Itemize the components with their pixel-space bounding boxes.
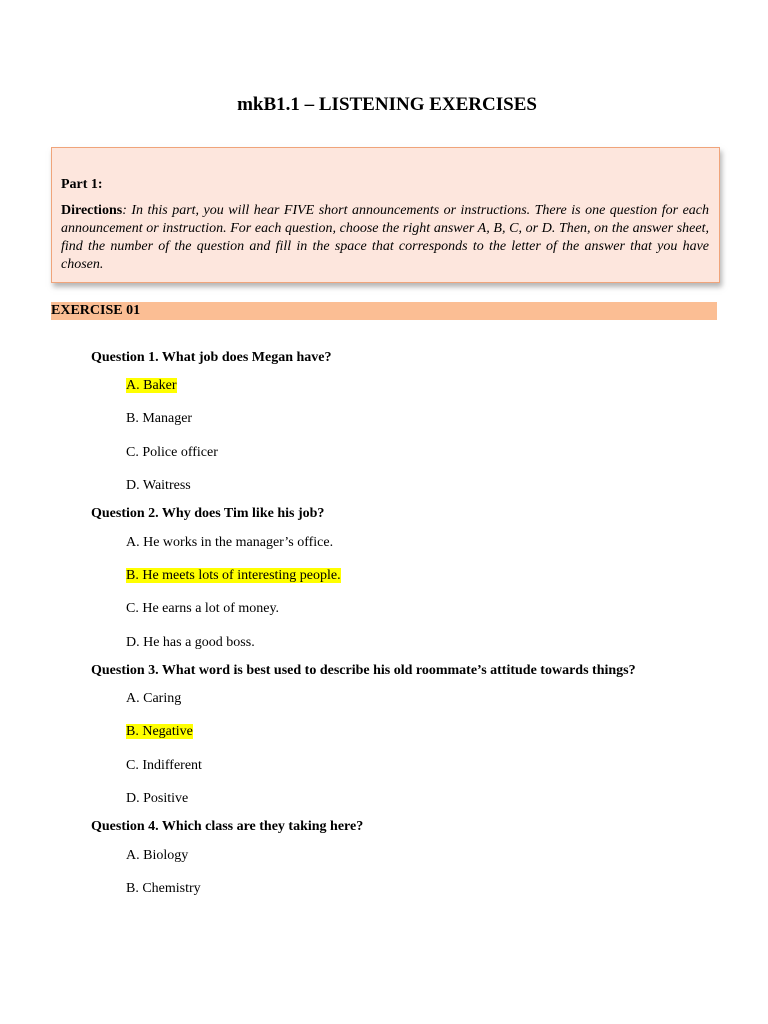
option-label: D. Positive	[126, 791, 189, 806]
question-3-option-d[interactable]	[126, 790, 188, 807]
question-3-option-c[interactable]	[126, 757, 202, 774]
option-label: A. Caring	[126, 691, 182, 706]
part-label: Part 1:	[61, 177, 103, 192]
question-3: Question 3. What word is best used to describe his old roommate’s attitude towards things?	[91, 663, 636, 678]
option-label: B. Chemistry	[126, 881, 201, 896]
question-2-option-c[interactable]	[126, 600, 279, 617]
question-3-option-b[interactable]	[126, 723, 193, 740]
option-label: B. Negative	[126, 724, 193, 739]
option-label: A. Baker	[126, 378, 177, 393]
option-label: C. He earns a lot of money.	[126, 601, 280, 616]
question-2-option-b[interactable]	[126, 567, 341, 584]
option-label: B. He meets lots of interesting people.	[126, 568, 341, 583]
directions-label: Directions	[61, 203, 123, 218]
question-1-option-d[interactable]	[126, 477, 191, 494]
option-label: C. Police officer	[126, 445, 218, 460]
question-2-option-a[interactable]	[126, 534, 333, 551]
question-2-option-d[interactable]	[126, 634, 255, 651]
question-1: Question 1. What job does Megan have?	[91, 350, 332, 365]
option-label: A. Biology	[126, 848, 189, 863]
option-label: A. He works in the manager’s office.	[126, 535, 334, 550]
option-label: C. Indifferent	[126, 758, 202, 773]
question-1-option-b[interactable]	[126, 410, 192, 427]
directions-text: : In this part, you will hear FIVE short announcements or instructions. There is one question for each announcement or instruction. For each question, choose the right answer A, B, C, or D. Then, on the answer sheet, find the number of the question and fill in the space that corresponds to the letter of the answer that you have chosen.	[61, 203, 709, 272]
question-4-option-a[interactable]	[126, 847, 188, 864]
exercise-header: EXERCISE 01	[51, 302, 717, 320]
question-4-option-b[interactable]	[126, 880, 201, 897]
question-3-option-a[interactable]	[126, 690, 181, 707]
directions-box	[51, 147, 720, 283]
question-1-option-c[interactable]	[126, 444, 218, 461]
page-title: mkB1.1 – LISTENING EXERCISES	[237, 94, 537, 115]
directions-paragraph	[61, 202, 709, 274]
option-label: D. He has a good boss.	[126, 635, 255, 650]
question-4: Question 4. Which class are they taking here?	[91, 819, 364, 834]
option-label: B. Manager	[126, 411, 193, 426]
question-1-option-a[interactable]	[126, 377, 177, 394]
question-2: Question 2. Why does Tim like his job?	[91, 506, 325, 521]
option-label: D. Waitress	[126, 478, 191, 493]
